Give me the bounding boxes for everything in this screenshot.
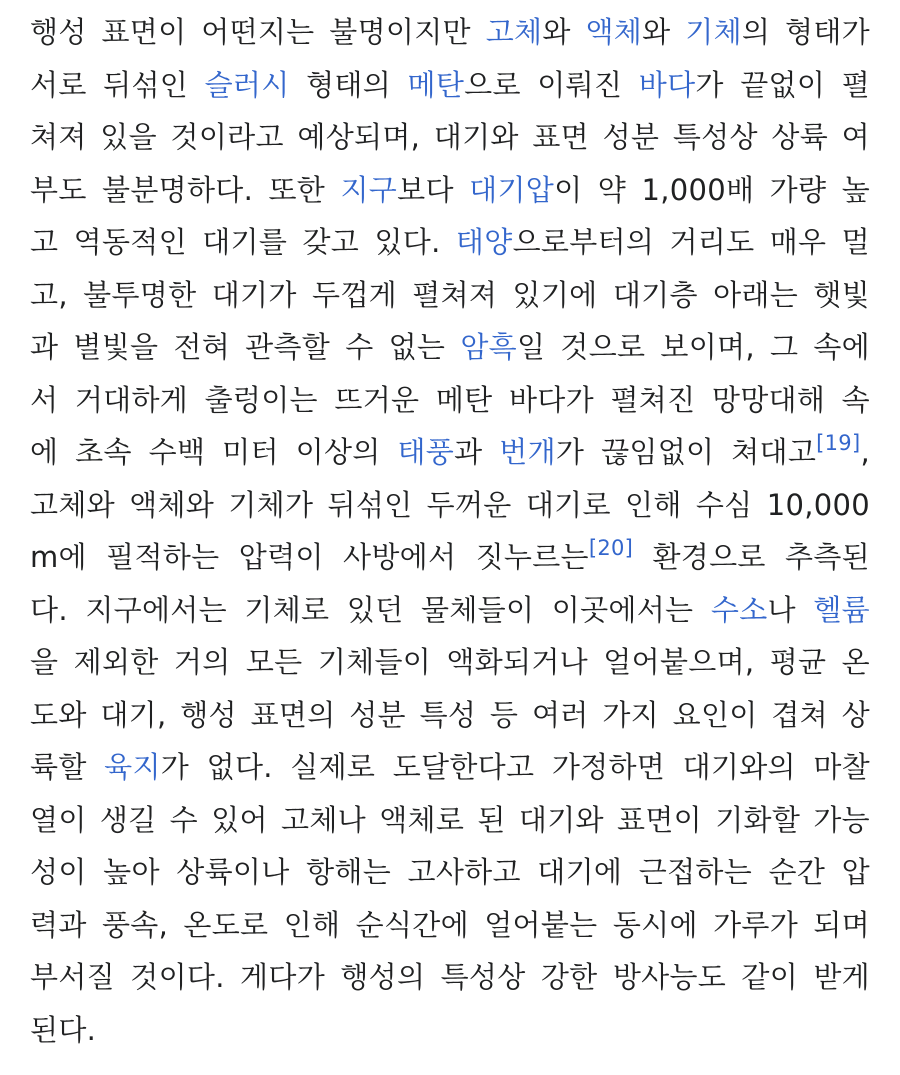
body-text: 나 xyxy=(767,592,814,627)
wiki-link[interactable]: 수소 xyxy=(710,592,768,627)
text-line xyxy=(30,689,870,742)
body-text: 부도 불분명하다. 또한 xyxy=(30,172,341,207)
wiki-link[interactable]: 지구 xyxy=(340,172,398,207)
body-text: 쳐져 있을 것이라고 예상되며, 대기와 표면 성분 특성상 상륙 여 xyxy=(30,120,870,154)
body-text: 력과 풍속, 온도로 인해 순식간에 얼어붙는 동시에 가루가 되며 xyxy=(30,907,870,942)
body-text: 가 없다. 실제로 도달한다고 가정하면 대기와의 마찰 xyxy=(160,750,870,784)
body-text: 서 거대하게 출렁이는 뜨거운 메탄 바다가 펼쳐진 망망대해 속 xyxy=(30,382,870,417)
body-text: 환경으로 추측된 xyxy=(633,540,870,574)
body-text: 가 끊임없이 쳐대고 xyxy=(555,435,817,469)
wiki-link[interactable]: 액체 xyxy=(585,15,643,49)
body-text: 과 별빛을 전혀 관측할 수 없는 xyxy=(30,330,461,364)
text-line xyxy=(30,426,870,479)
text-line xyxy=(30,1004,870,1057)
text-line xyxy=(30,321,870,374)
body-text: 서로 뒤섞인 xyxy=(30,67,205,102)
wiki-link[interactable]: 기체 xyxy=(685,15,742,49)
text-line xyxy=(30,794,870,847)
body-text: 일 것으로 보이며, 그 속에 xyxy=(516,330,870,364)
reference-sup xyxy=(589,536,633,560)
wiki-link[interactable]: 육지 xyxy=(104,750,161,784)
wiki-link[interactable]: 암흑 xyxy=(460,330,517,364)
citation-link[interactable]: [20] xyxy=(588,536,634,560)
citation-link[interactable]: [19] xyxy=(816,431,861,455)
body-text: 에 초속 수백 미터 이상의 xyxy=(30,435,398,469)
wiki-link[interactable]: 바다 xyxy=(638,67,696,102)
text-line xyxy=(30,584,870,637)
body-text: 다. 지구에서는 기체로 있던 물체들이 이곳에서는 xyxy=(30,592,711,627)
text-line xyxy=(30,59,870,112)
body-text: 륙할 xyxy=(30,750,105,784)
text-line xyxy=(30,531,870,584)
body-text: 고, 불투명한 대기가 두껍게 펼쳐져 있기에 대기층 아래는 햇빛 xyxy=(30,277,870,312)
body-text: 와 xyxy=(542,15,586,49)
body-text: 열이 생길 수 있어 고체나 액체로 된 대기와 표면이 기화할 가능 xyxy=(30,802,870,837)
body-text: m에 필적하는 압력이 사방에서 짓누르는 xyxy=(30,540,589,574)
body-text: 와 xyxy=(642,15,686,49)
body-text: 으로 이뤄진 xyxy=(464,67,639,102)
body-text: 을 제외한 거의 모든 기체들이 액화되거나 얼어붙으며, 평균 온 xyxy=(30,645,870,679)
text-line xyxy=(30,479,870,532)
text-line xyxy=(30,111,870,164)
wiki-link[interactable]: 슬러시 xyxy=(204,67,290,102)
text-line xyxy=(30,846,870,899)
body-text: , xyxy=(860,435,870,469)
text-line xyxy=(30,951,870,1004)
text-line xyxy=(30,216,870,269)
reference-sup xyxy=(816,431,860,455)
wiki-link[interactable]: 헬륨 xyxy=(813,592,870,627)
body-text: 형태의 xyxy=(289,67,408,102)
text-line xyxy=(30,164,870,217)
wiki-link[interactable]: 대기압 xyxy=(469,172,555,207)
text-line xyxy=(30,636,870,689)
body-text: 고 역동적인 대기를 갖고 있다. xyxy=(30,225,456,259)
article-paragraph xyxy=(30,6,870,1056)
body-text: 보다 xyxy=(397,172,470,207)
text-line xyxy=(30,899,870,952)
text-line xyxy=(30,6,870,59)
body-text: 행성 표면이 어떤지는 불명이지만 xyxy=(30,15,486,49)
body-text: 도와 대기, 행성 표면의 성분 특성 등 여러 가지 요인이 겹쳐 상 xyxy=(30,697,870,732)
body-text: 된다. xyxy=(30,1012,97,1047)
body-text: 고체와 액체와 기체가 뒤섞인 두꺼운 대기로 인해 수심 10,000 xyxy=(30,487,870,522)
wiki-link[interactable]: 고체 xyxy=(485,15,543,49)
wiki-link[interactable]: 메탄 xyxy=(407,67,465,102)
text-line xyxy=(30,269,870,322)
body-text: 과 xyxy=(454,435,500,469)
wiki-link[interactable]: 태풍 xyxy=(397,435,455,469)
body-text: 으로부터의 거리도 매우 멀 xyxy=(512,225,870,259)
wiki-link[interactable]: 번개 xyxy=(499,435,556,469)
text-line xyxy=(30,374,870,427)
body-text: 부서질 것이다. 게다가 행성의 특성상 강한 방사능도 같이 받게 xyxy=(30,960,870,994)
body-text: 의 형태가 xyxy=(741,15,870,49)
text-line xyxy=(30,741,870,794)
wiki-link[interactable]: 태양 xyxy=(455,225,513,259)
body-text: 이 약 1,000배 가량 높 xyxy=(554,172,871,207)
body-text: 가 끝없이 펼 xyxy=(695,67,871,102)
body-text: 성이 높아 상륙이나 항해는 고사하고 대기에 근접하는 순간 압 xyxy=(30,855,870,889)
